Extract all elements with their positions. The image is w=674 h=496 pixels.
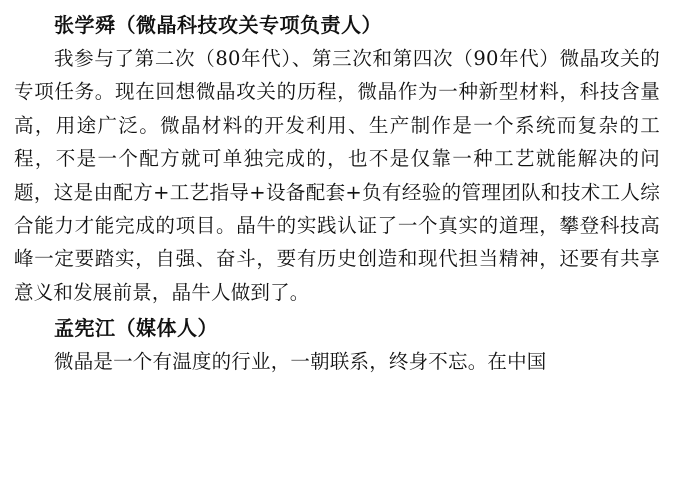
- document-section: [14, 10, 660, 309]
- document-section: [14, 313, 660, 378]
- section-paragraph: 我参与了第二次（80年代）、第三次和第四次（90年代）微晶攻关的专项任务。现在回想微晶攻关的历程，微晶作为一种新型材料，科技含量高，用途广泛。微晶材料的开发利用、生产制作是一个系统而复杂的工程，不是一个配方就可单独完成的，也不是仅靠一种工艺就能解决的问题，这是由配方+工艺指导+设备配套+负有经验的管理团队和技术工人综合能力才能完成的项目。晶牛的实践认证了一个真实的道理，攀登科技高峰一定要踏实，自强、奋斗，要有历史创造和现代担当精神，还要有共享意义和发展前景，晶牛人做到了。: [14, 47, 660, 304]
- section-heading: 孟宪江（媒体人）: [54, 316, 218, 341]
- section-paragraph: 微晶是一个有温度的行业，一朝联系，终身不忘。在中国: [54, 350, 547, 374]
- section-heading: 张学舜（微晶科技攻关专项负责人）: [54, 13, 382, 37]
